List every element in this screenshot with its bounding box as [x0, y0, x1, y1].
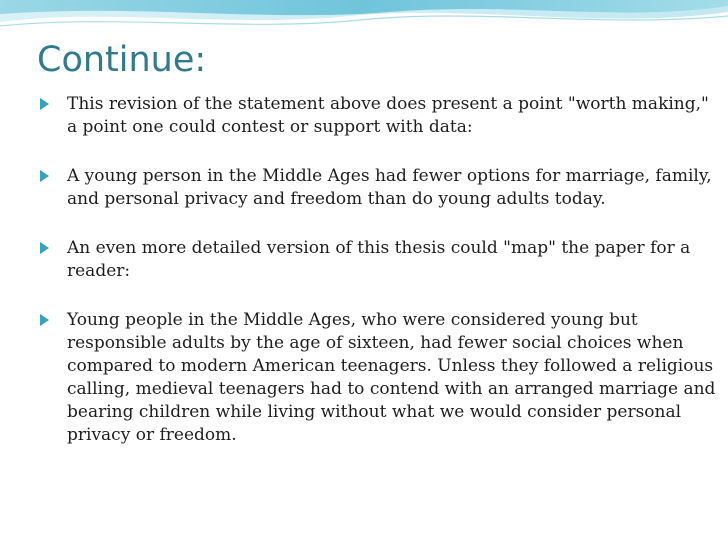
bullet-arrow-icon: [40, 314, 49, 326]
bullet-text: This revision of the statement above does present a point "worth making," a point one could contest or support with data:: [67, 94, 709, 137]
bullet-arrow-icon: [40, 242, 49, 254]
bullet-text: An even more detailed version of this thesis could "map" the paper for a reader:: [67, 238, 691, 281]
bullet-list: [38, 93, 718, 473]
bullet-item: [38, 237, 718, 283]
bullet-arrow-icon: [40, 98, 49, 110]
bullet-item: [38, 165, 718, 211]
bullet-arrow-icon: [40, 170, 49, 182]
bullet-item: [38, 309, 718, 447]
bullet-text: A young person in the Middle Ages had fewer options for marriage, family, and personal privacy and freedom than do young adults today.: [67, 166, 712, 209]
bullet-item: [38, 93, 718, 139]
decorative-wave-header: [0, 0, 728, 40]
slide-title: Continue:: [37, 40, 207, 80]
bullet-text: Young people in the Middle Ages, who were considered young but responsible adults by the age of sixteen, had fewer social choices when compared to modern American teenagers. Unless they followed a religious calling, medieval teenagers had to contend with an arranged marriage and bearing children while living without what we would consider personal privacy or freedom.: [67, 310, 716, 445]
